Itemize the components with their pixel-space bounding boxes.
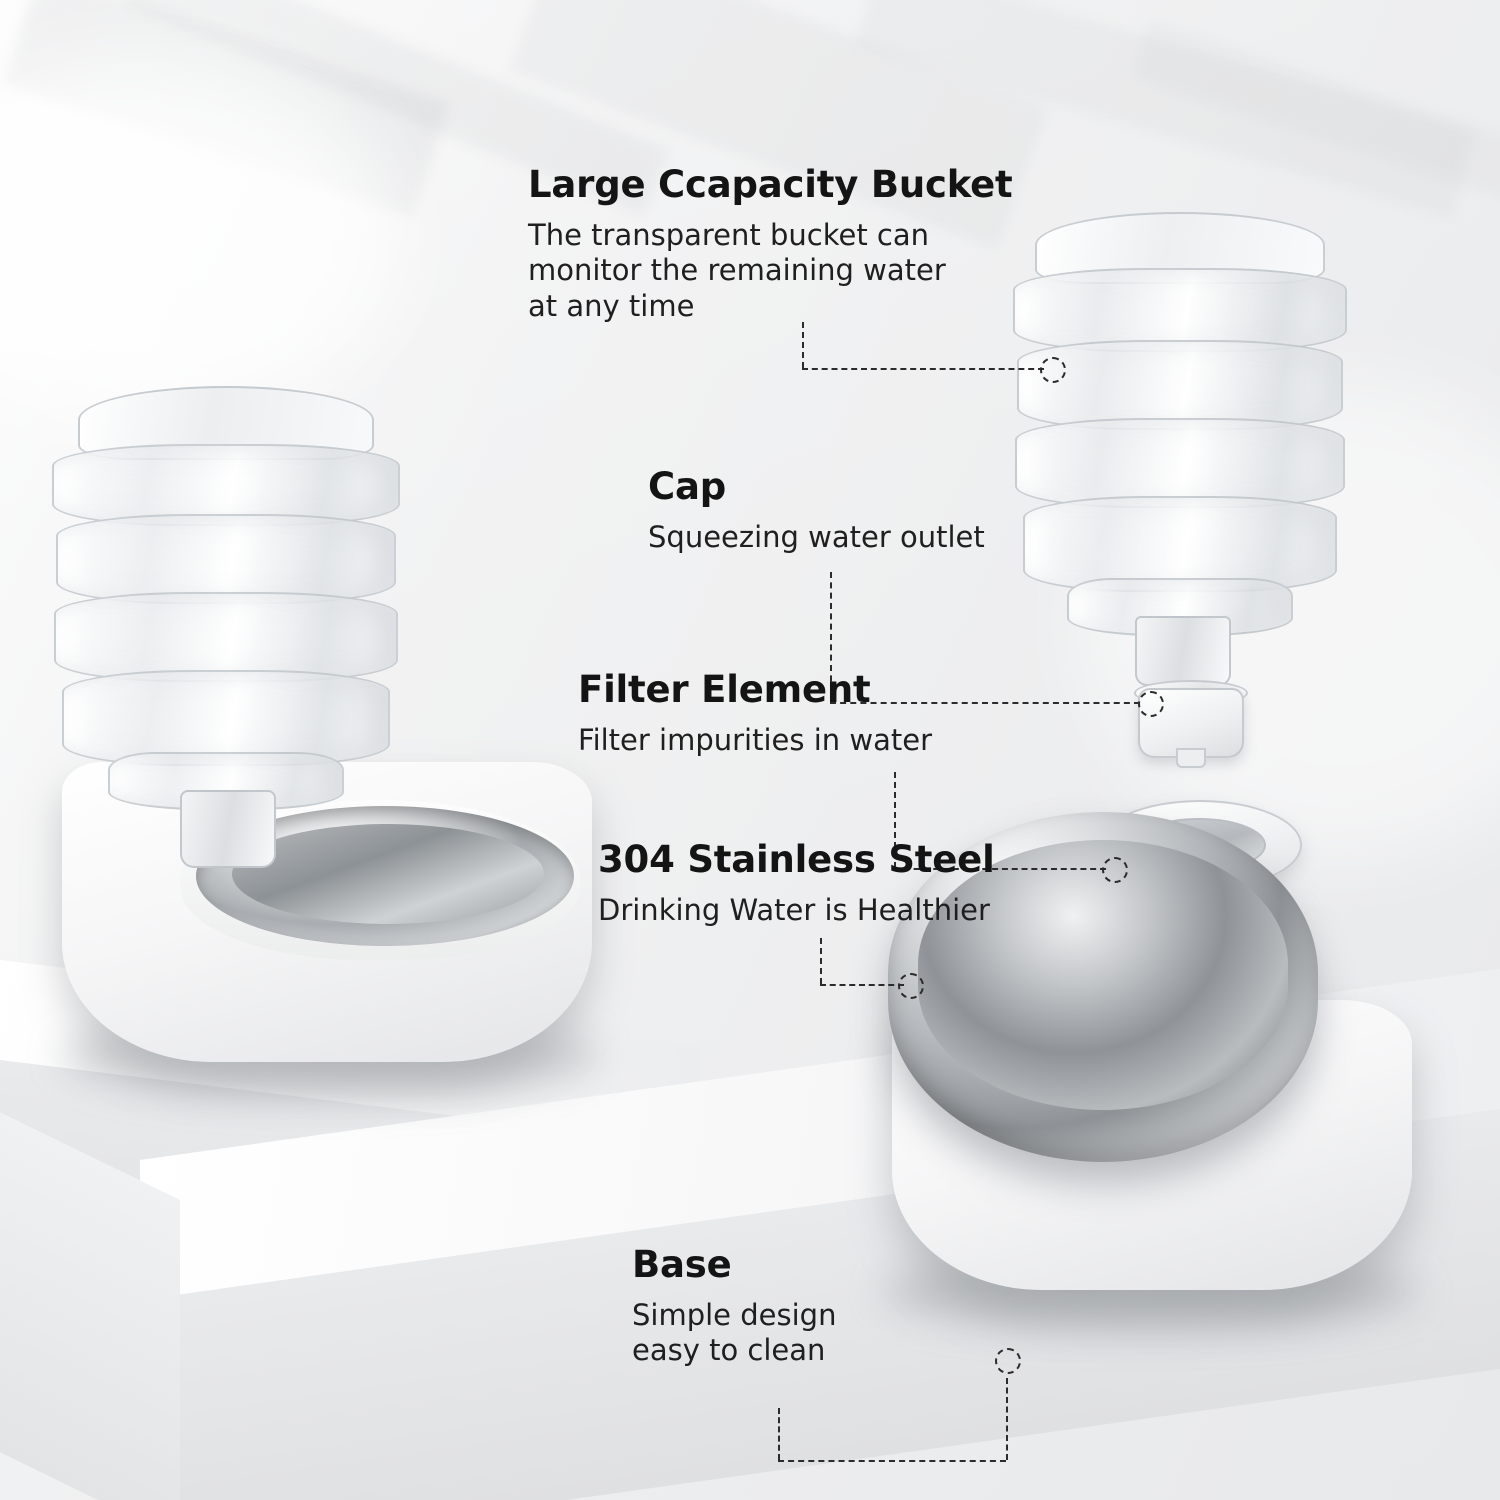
callout-stainless-steel (598, 838, 1018, 928)
callout-description: Filter impurities in water (578, 723, 932, 757)
callout-description: The transparent bucket can monitor the remaining water at any time (528, 218, 946, 323)
assembled-steel-bowl-inner (232, 824, 544, 924)
callout-title: Large Ccapacity Bucket (528, 163, 1013, 206)
callout-title: Base (632, 1243, 732, 1286)
bottle-left-segment-2 (56, 514, 396, 604)
callout-large-capacity-bucket (528, 163, 1013, 324)
bottle-right-neck (1135, 616, 1231, 686)
callout-title: 304 Stainless Steel (598, 838, 995, 881)
callout-base (632, 1243, 882, 1369)
callout-description: Squeezing water outlet (648, 520, 985, 554)
callout-filter-element (578, 668, 998, 758)
callout-cap (648, 465, 1048, 555)
callout-title: Filter Element (578, 668, 871, 711)
bottle-right-segment-2 (1017, 340, 1343, 430)
callout-description: Simple design easy to clean (632, 1298, 837, 1368)
callout-description: Drinking Water is Healthier (598, 893, 990, 927)
water-bottle (1013, 212, 1343, 642)
callout-title: Cap (648, 465, 727, 508)
bottle-left-segment-3 (54, 592, 398, 682)
bottle-right-segment-3 (1015, 418, 1345, 508)
bottle-left-neck (180, 790, 276, 868)
cap-piece-tab (1176, 748, 1206, 768)
assembled-water-bottle (52, 386, 396, 816)
